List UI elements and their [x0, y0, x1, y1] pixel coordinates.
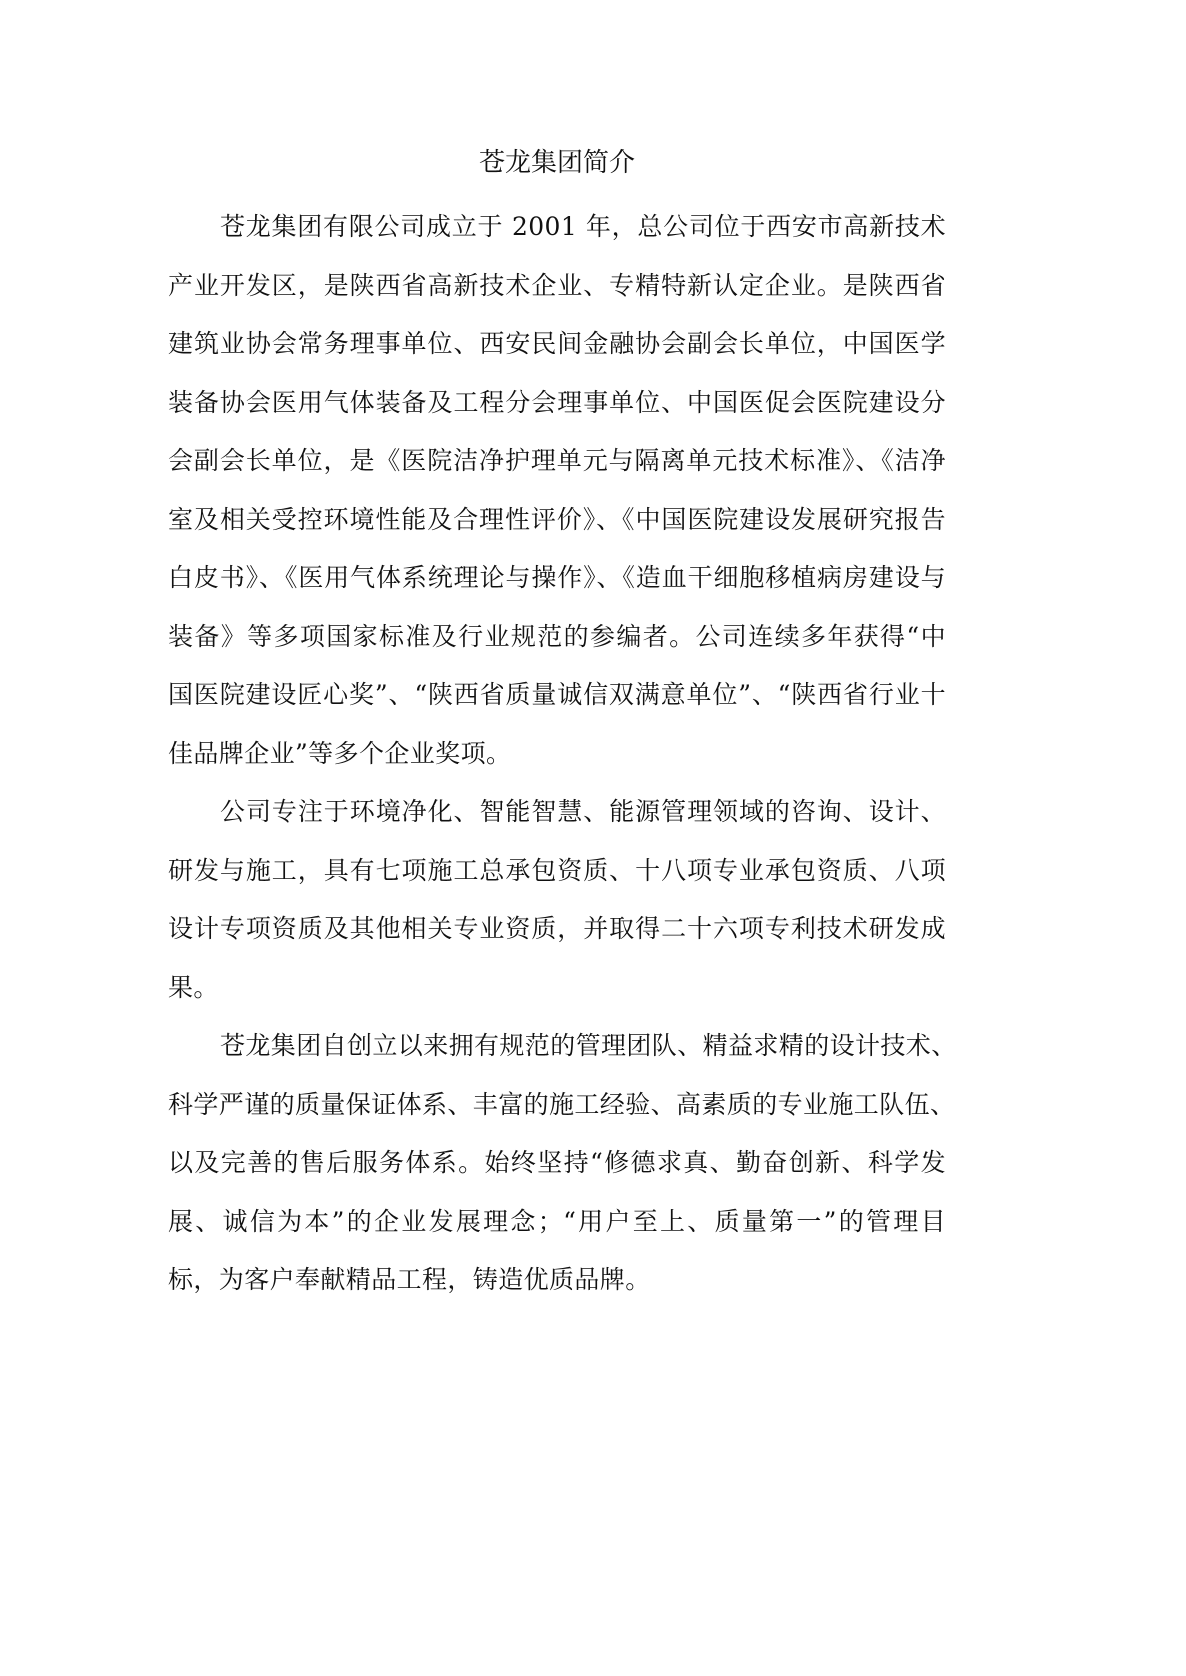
paragraph-line: 标，为客户奉献精品工程，铸造优质品牌。	[168, 1265, 651, 1294]
paragraph-line: 建筑业协会常务理事单位、西安民间金融协会副会长单位，中国医学	[168, 329, 946, 358]
paragraph-line: 公司专注于环境净化、智能智慧、能源管理领域的咨询、设计、	[220, 797, 946, 826]
paragraph-philosophy	[168, 1017, 957, 1310]
paragraph-line: 装备协会医用气体装备及工程分会理事单位、中国医促会医院建设分	[168, 387, 946, 417]
paragraph-line: 佳品牌企业”等多个企业奖项。	[168, 738, 512, 768]
paragraph-line: 国医院建设匠心奖”、“陕西省质量诚信双满意单位”、“陕西省行业十	[168, 680, 946, 709]
paragraph-line: 产业开发区，是陕西省高新技术企业、专精特新认定企业。是陕西省	[168, 270, 946, 300]
paragraph-line: 果。	[168, 972, 219, 1002]
paragraph-line: 苍龙集团有限公司成立于 2001 年，总公司位于西安市高新技术	[220, 212, 946, 241]
document-page	[168, 140, 957, 1310]
paragraph-line: 以及完善的售后服务体系。始终坚持“修德求真、勤奋创新、科学发	[168, 1148, 946, 1177]
paragraph-line: 装备》等多项国家标准及行业规范的参编者。公司连续多年获得“中	[168, 621, 946, 651]
paragraph-line: 科学严谨的质量保证体系、丰富的施工经验、高素质的专业施工队伍、	[168, 1089, 956, 1119]
paragraph-line: 白皮书》、《医用气体系统理论与操作》、《造血干细胞移植病房建设与	[168, 563, 946, 592]
paragraph-line: 室及相关受控环境性能及合理性评价》、《中国医院建设发展研究报告	[168, 504, 946, 534]
paragraph-line: 研发与施工，具有七项施工总承包资质、十八项专业承包资质、八项	[168, 855, 946, 885]
paragraph-business-scope	[168, 783, 946, 1017]
paragraph-company-overview	[168, 198, 946, 783]
document-title: 苍龙集团简介	[478, 148, 635, 178]
paragraph-line: 苍龙集团自创立以来拥有规范的管理团队、精益求精的设计技术、	[220, 1031, 957, 1060]
paragraph-line: 展、诚信为本”的企业发展理念；“用户至上、质量第一”的管理目	[168, 1206, 946, 1236]
paragraph-line: 会副会长单位，是《医院洁净护理单元与隔离单元技术标准》、《洁净	[168, 446, 946, 475]
paragraph-line: 设计专项资质及其他相关专业资质，并取得二十六项专利技术研发成	[168, 914, 946, 943]
